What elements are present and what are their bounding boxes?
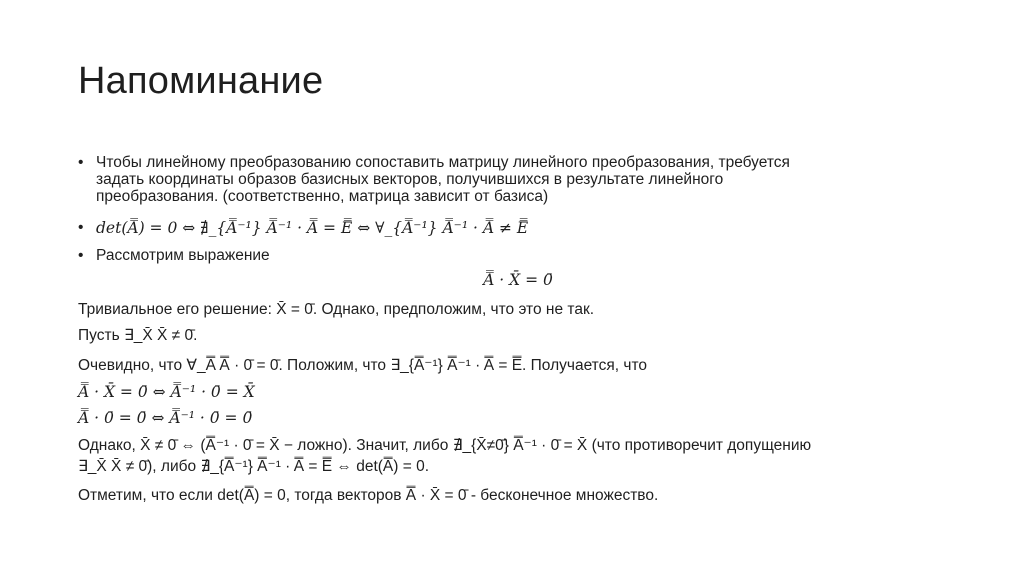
paragraph-however-line-1: Однако, X̄ ≠ 0̄ ⇔ (A̿⁻¹ · 0̄ = X̄ − ложно). Значит, либо ∄_{X̄≠0̄} A̿⁻¹ · 0̄ = X̄ (что противоречит допущению bbox=[78, 437, 812, 454]
main-equation-row bbox=[78, 268, 958, 292]
determinant-formula: det(A̿) = 0 ⇔ ∄_{A̿⁻¹} A̿⁻¹ · A̿ = E̿ ⇔ ∀_{A̿⁻¹} A̿⁻¹ · A̿ ≠ E̿ bbox=[96, 219, 529, 237]
paragraph-obviously: Очевидно, что ∀_A̿ A̿ · 0̄ = 0̄. Положим, что ∃_{A̿⁻¹} A̿⁻¹ · A̿ = E̿. Получается, что bbox=[78, 357, 647, 374]
slide-title: Напоминание bbox=[78, 60, 324, 102]
paragraph-suppose: Пусть ∃_X̄ X̄ ≠ 0̄. bbox=[78, 327, 198, 344]
bullet-3-text: Рассмотрим выражение bbox=[96, 247, 270, 264]
equation-line-1: A̿ · X̄ = 0̄ ⇔ A̿⁻¹ · 0̄ = X̄ bbox=[78, 383, 255, 401]
bullet-1-line-2: задать координаты образов базисных векторов, получившихся в результате линейного bbox=[96, 171, 724, 188]
main-equation: A̿ · X̄ = 0̄ bbox=[483, 271, 553, 289]
equation-line-2: A̿ · 0̄ = 0̄ ⇔ A̿⁻¹ · 0̄ = 0̄ bbox=[78, 409, 253, 427]
bullet-item-3 bbox=[78, 247, 958, 264]
paragraph-trivial-solution: Тривиальное его решение: X̄ = 0̄. Однако, предположим, что это не так. bbox=[78, 301, 595, 318]
paragraph-however-line-2: ∃_X̄ X̄ ≠ 0̄), либо ∄_{A̿⁻¹} A̿⁻¹ · A̿ = E̿ ⇔ det(A̿) = 0. bbox=[78, 458, 430, 475]
bullet-item-1 bbox=[78, 154, 958, 205]
slide-content bbox=[78, 154, 958, 508]
bullet-1-line-1: • Чтобы линейному преобразованию сопоставить матрицу линейного преобразования, требуется bbox=[96, 154, 790, 171]
bullet-item-2 bbox=[78, 215, 958, 241]
bullet-1-line-3: преобразования. (соответственно, матрица зависит от базиса) bbox=[96, 188, 549, 205]
paragraph-note: Отметим, что если det(A̿) = 0, тогда векторов A̿ · X̄ = 0̄ - бесконечное множество. bbox=[78, 487, 659, 504]
